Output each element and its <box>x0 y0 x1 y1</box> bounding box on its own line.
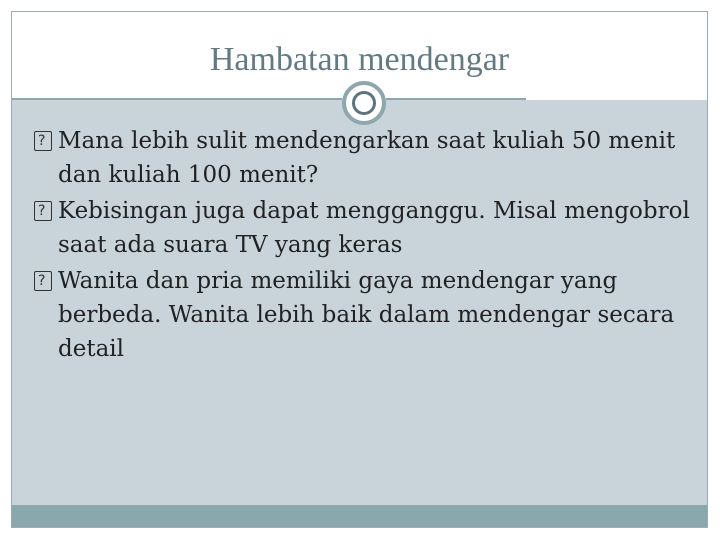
circle-ring-icon <box>342 81 386 125</box>
missing-glyph-box-icon <box>34 271 52 291</box>
bullet-item <box>34 264 704 366</box>
circle-ring-inner <box>352 91 376 115</box>
bullet-text: Kebisingan juga dapat mengganggu. Misal mengobrol saat ada suara TV yang keras <box>58 198 690 258</box>
bullet-text: Wanita dan pria memiliki gaya mendengar yang berbeda. Wanita lebih baik dalam mendengar secara detail <box>58 268 675 362</box>
bullet-item <box>34 124 704 192</box>
slide-frame <box>11 11 708 528</box>
slide-title: Hambatan mendengar <box>209 41 510 78</box>
missing-glyph-box-icon <box>34 131 52 151</box>
bullet-list <box>34 124 704 368</box>
title-divider-left <box>12 98 342 100</box>
bullet-text: Mana lebih sulit mendengarkan saat kuliah 50 menit dan kuliah 100 menit? <box>58 128 676 188</box>
bullet-item <box>34 194 704 262</box>
missing-glyph-box-icon <box>34 201 52 221</box>
title-divider-right <box>386 98 526 100</box>
footer-band <box>12 505 707 527</box>
